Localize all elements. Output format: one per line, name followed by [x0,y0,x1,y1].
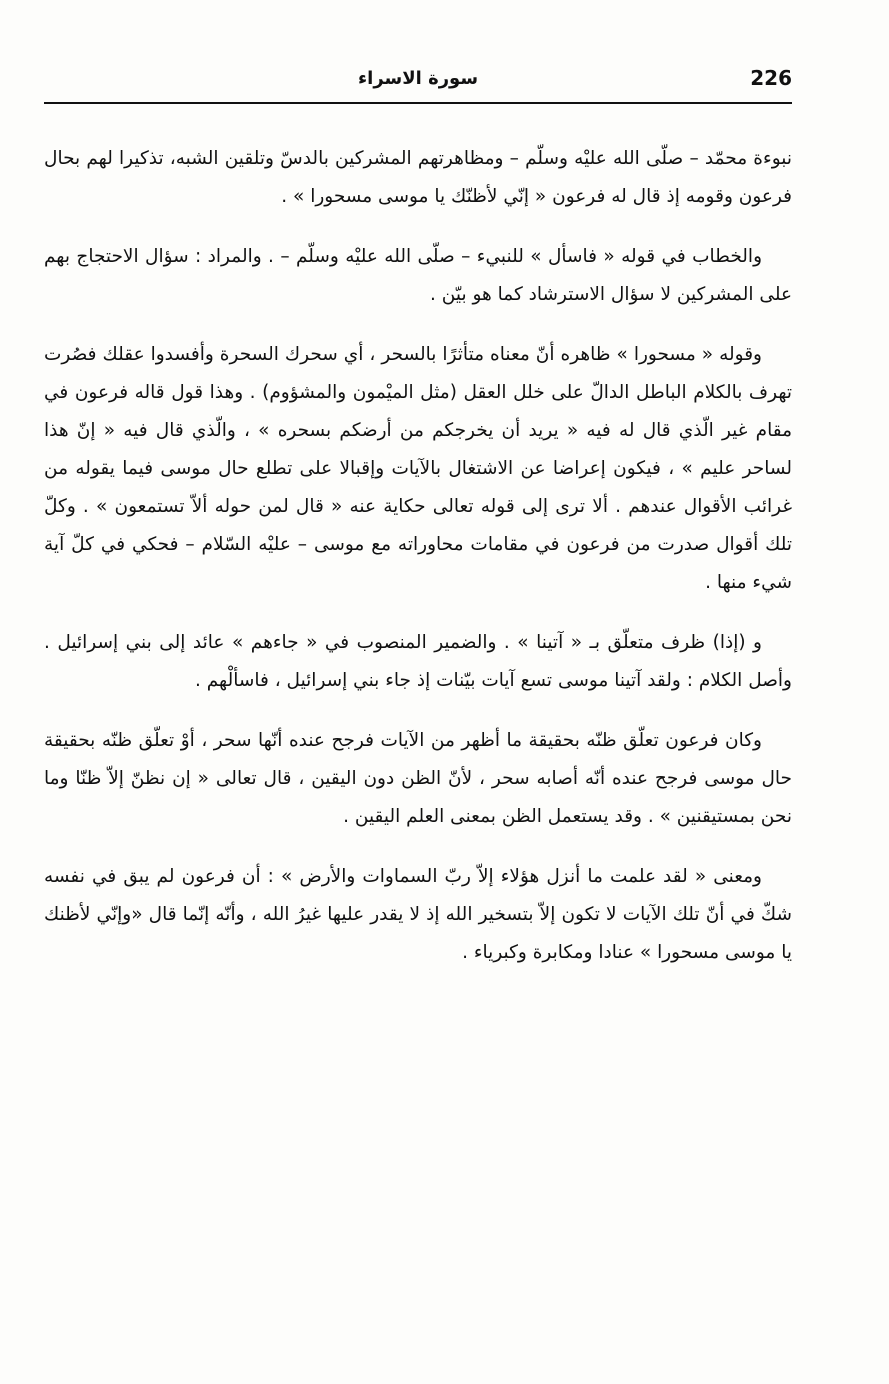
paragraph-4: و (إذا) ظرف متعلّق بـ « آتينا » . والضمير المنصوب في « جاءهم » عائد إلى بني إسرائيل . وأصل الكلام : ولقد آتينا موسى تسع آيات بيّنات إذ جاء بني إسرائيل ، فاسألْهم . [44,632,792,691]
paragraph-3: وقوله « مسحورا » ظاهره أنّ معناه متأثرًا بالسحر ، أي سحرك السحرة وأفسدوا عقلك فصُرت تهرف بالكلام الباطل الدالّ على خلل العقل (مثل الميْمون والمشؤوم) . وهذا قول قاله فرعون في مقام غير الّذي قال له فيه « يريد أن يخرجكم من أرضكم بسحره » ، والّذي قال فيه « إنّ هذا لساحر عليم » ، فيكون إعراضا عن الاشتغال بالآيات وإقبالا على تطلع حال موسى فيما يقوله من غرائب الأقوال عندهم . ألا ترى إلى قوله تعالى حكاية عنه « قال لمن حوله ألاّ تستمعون » . وكلّ تلك أقوال صدرت من فرعون في مقامات محاوراته مع موسى – عليْه السّلام – فحكي في كلّ آية شيء منها . [44,344,792,593]
body-text [44,140,792,994]
header-divider [44,102,792,104]
paragraph-6: ومعنى « لقد علمت ما أنزل هؤلاء إلاّ ربّ السماوات والأرض » : أن فرعون لم يبق في نفسه شكّ في أنّ تلك الآيات لا تكون إلاّ بتسخير الله إذ لا يقدر عليها غيرُ الله ، وأنّه إنّما قال «وإنّي لأظنك يا موسى مسحورا » عنادا ومكابرة وكبرياء . [44,866,792,963]
paragraph-1: نبوءة محمّد – صلّى الله عليْه وسلّم – ومظاهرتهم المشركين بالدسّ وتلقين الشبه، تذكيرا لهم بحال فرعون وقومه إذ قال له فرعون « إنّي لأظنّك يا موسى مسحورا » . [44,148,792,207]
running-title: سورة الاسراء [357,68,479,89]
paragraph-5: وكان فرعون تعلّق ظنّه بحقيقة ما أظهر من الآيات فرجح عنده أنّها سحر ، أوْ تعلّق ظنّه بحقيقة حال موسى فرجح عنده أنّه أصابه سحر ، لأنّ الظن دون اليقين ، قال تعالى « إن نظنّ إلاّ ظنّا وما نحن بمستيقنين » . وقد يستعمل الظن بمعنى العلم اليقين . [44,730,792,827]
page-number: 226 [750,66,792,90]
paragraph-2: والخطاب في قوله « فاسأل » للنبيء – صلّى الله عليْه وسلّم – . والمراد : سؤال الاحتجاج بهم على المشركين لا سؤال الاسترشاد كما هو بيّن . [44,246,792,305]
running-header [44,60,792,100]
